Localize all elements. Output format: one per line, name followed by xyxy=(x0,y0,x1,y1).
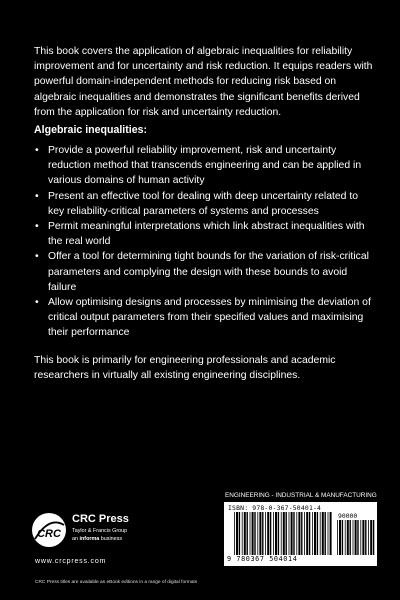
closing-paragraph: This book is primarily for engineering professionals and academic researchers in virtually all existing engineering disciplines. xyxy=(34,355,336,382)
barcode-bar xyxy=(357,520,358,555)
crc-press-logo-icon xyxy=(31,512,67,548)
barcode-bar xyxy=(286,512,287,555)
barcode-bar xyxy=(259,512,261,555)
barcode-bar xyxy=(365,520,366,555)
barcode-bar xyxy=(312,512,313,555)
barcode-bar xyxy=(265,512,266,555)
barcode-bar xyxy=(296,512,297,555)
barcode-bar xyxy=(267,512,269,555)
barcode-bar xyxy=(347,520,349,555)
informa-suffix: business xyxy=(100,536,123,542)
barcode-bar xyxy=(278,512,279,555)
barcode-bar xyxy=(273,512,274,555)
barcode-bar xyxy=(257,512,258,555)
barcode-bar xyxy=(242,512,243,555)
bullet-list xyxy=(34,143,374,341)
bullet-item: • Present an effective tool for dealing with deep uncertainty related to key reliability-critical parameters of systems and processes xyxy=(34,189,374,219)
barcode-bar xyxy=(289,512,290,555)
barcode-box xyxy=(224,502,377,566)
barcode-bar xyxy=(298,512,300,555)
barcode-bar xyxy=(250,512,251,555)
publisher-url: www.crcpress.com xyxy=(35,558,107,565)
barcode-bar xyxy=(339,520,341,555)
barcode-bar xyxy=(337,520,338,555)
barcode-bar xyxy=(362,520,364,555)
barcode-bar xyxy=(345,520,346,555)
barcode-bar xyxy=(304,512,305,555)
ebook-note: CRC Press titles are available as eBook editions in a range of digital formats xyxy=(35,580,198,585)
barcode-bar xyxy=(293,512,294,555)
barcode-bar xyxy=(234,512,235,555)
bullet-item: • Provide a powerful reliability improvement, risk and uncertainty reduction method that transcends engineering and can be applied in various domains of human activity xyxy=(34,143,374,189)
barcode-bar xyxy=(239,512,240,555)
subject-category: ENGINEERING - INDUSTRIAL & MANUFACTURING xyxy=(225,492,377,499)
barcode-bar xyxy=(236,512,238,555)
bullet-item: • Permit meaningful interpretations which link abstract inequalities with the real world xyxy=(34,219,374,249)
price-code: 90000 xyxy=(338,512,358,520)
publisher-name: CRC Press xyxy=(72,513,129,525)
barcode-bar xyxy=(355,520,357,555)
barcode-bar xyxy=(328,512,329,555)
barcode-bar xyxy=(252,512,254,555)
barcode-bar xyxy=(306,512,308,555)
barcode-bar xyxy=(301,512,302,555)
bullet-item: • Offer a tool for determining tight bounds for the variation of risk-critical parameters and complying the design with these bounds to avoid failure xyxy=(34,249,374,295)
barcode-bar xyxy=(322,512,324,555)
informa-business xyxy=(72,536,122,542)
logo-text: CRC xyxy=(37,528,61,540)
barcode-bar xyxy=(309,512,310,555)
barcode-bar xyxy=(283,512,285,555)
bullet-item: • Allow optimising designs and processes by minimising the deviation of critical output parameters from their specified values and maximising their performance xyxy=(34,295,374,341)
barcode-bar xyxy=(325,512,326,555)
barcode-bar xyxy=(373,520,374,555)
barcode-bar xyxy=(350,520,351,555)
barcode-bar xyxy=(360,520,361,555)
section-heading: Algebraic inequalities: xyxy=(34,124,148,136)
barcode-bar xyxy=(247,512,248,555)
intro-paragraph: This book covers the application of algebraic inequalities for reliability improvement and for uncertainty and risk reduction. It equips readers with powerful domain-independent methods for reducing risk based on algebraic inequalities and demonstrates the significant benefits derived from the application for risk and uncertainty reduction. xyxy=(34,46,373,118)
ean-digits: 9 780367 504014 xyxy=(227,555,298,563)
barcode-bar xyxy=(244,512,246,555)
barcode-bar xyxy=(291,512,293,555)
barcode-bar xyxy=(370,520,372,555)
publisher-group: Taylor & Francis Group xyxy=(72,528,128,534)
informa-brand: informa xyxy=(79,536,100,542)
barcode-bar xyxy=(254,512,255,555)
barcode-bar xyxy=(353,520,354,555)
barcode-bar xyxy=(314,512,316,555)
barcode-bar xyxy=(281,512,282,555)
barcode-bar xyxy=(270,512,271,555)
barcode-bar xyxy=(317,512,318,555)
barcode-bar xyxy=(368,520,369,555)
barcode-bar xyxy=(262,512,263,555)
barcode-bar xyxy=(342,520,343,555)
barcode-bar xyxy=(320,512,321,555)
barcode-bar xyxy=(275,512,277,555)
isbn-label: ISBN: 978-0-367-50401-4 xyxy=(228,504,322,512)
barcode-bar xyxy=(330,512,332,555)
informa-prefix: an xyxy=(72,536,78,542)
